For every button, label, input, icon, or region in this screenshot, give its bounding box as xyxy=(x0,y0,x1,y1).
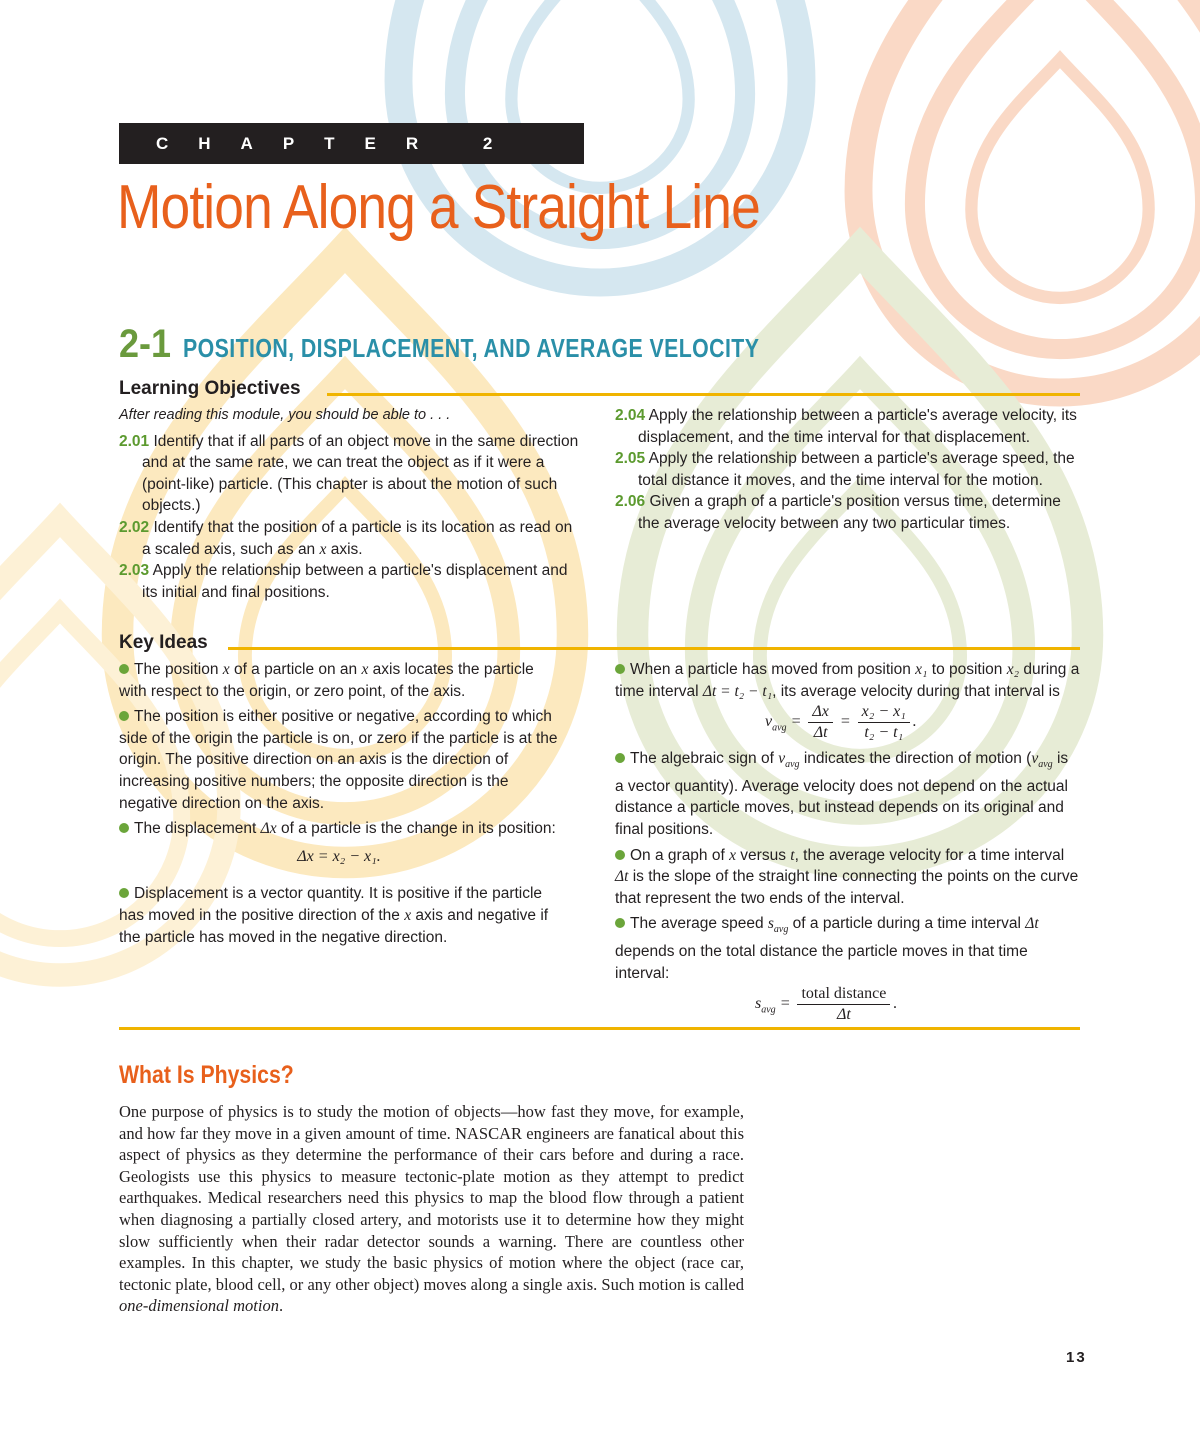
what-is-physics-body xyxy=(119,1101,744,1317)
variable-x: x xyxy=(222,661,230,678)
key-idea-text: The displacement xyxy=(134,820,261,838)
key-ideas-heading: Key Ideas xyxy=(119,632,208,653)
objectives-intro: After reading this module, you should be able to . . . xyxy=(119,407,451,423)
key-idea-text: axis and negative if the particle has moved in the negative direction. xyxy=(119,906,549,946)
objective-text: Apply the relationship between a particle's average speed, the total distance it moves, and the time interval for the motion. xyxy=(638,450,1075,489)
key-idea-text: to position xyxy=(927,661,1007,678)
body-text: . xyxy=(278,1296,284,1316)
variable-v: v xyxy=(778,750,786,768)
key-ideas-right-column xyxy=(615,659,1080,1024)
key-idea-item xyxy=(615,748,1080,840)
key-idea-text: The position xyxy=(134,661,223,678)
key-idea-text: When a particle has moved from position xyxy=(630,661,916,678)
objective-item xyxy=(119,560,584,603)
section-number: 2-1 xyxy=(119,322,172,366)
bullet-icon xyxy=(119,888,129,898)
key-idea-text: axis locates the particle with respect to the origin, or zero point, of the axis. xyxy=(119,661,534,700)
average-velocity-equation xyxy=(615,702,1080,746)
key-idea-text: The average speed xyxy=(630,915,768,933)
variable-t: t xyxy=(790,846,795,864)
key-idea-item xyxy=(119,706,559,814)
bullet-icon xyxy=(119,711,129,721)
key-idea-item xyxy=(615,845,1080,910)
key-ideas-bottom-rule xyxy=(119,1027,1080,1030)
objective-item xyxy=(615,448,1080,491)
subscript: avg xyxy=(773,924,789,936)
bullet-icon xyxy=(615,850,625,860)
objective-number: 2.04 xyxy=(615,407,646,424)
chapter-label: CHAPTER 2 xyxy=(156,134,523,153)
bullet-icon xyxy=(615,918,625,928)
body-text: One purpose of physics is to study the motion of objects—how fast they move, for example, and how far they move in a given amount of time. NASCAR engineers are fanatical about this aspect of physics as they determine the performance of their cars before and during a race. Geologists use this physics to measure tectonic-plate motion as they attempt to predict earthquakes. Medical researchers need this physics to map the blood flow through a patient when diagnosing a partially closed artery, and motorists use it to determine how they might slow sufficiently when their radar detector sounds a warning. There are countless other examples. In this chapter, we study the basic physics of motion where the object (race car, tectonic plate, blood cell, or any other object) moves along a single axis. Such motion is called xyxy=(119,1102,744,1294)
page-number: 13 xyxy=(1066,1349,1087,1366)
key-idea-text: is the slope of the straight line connecting the points on the curve that represent the two ends of the interval. xyxy=(615,868,1079,907)
bullet-icon xyxy=(119,664,129,674)
key-idea-text: depends on the total distance the particle moves in that time interval: xyxy=(615,943,1028,982)
bullet-icon xyxy=(119,823,129,833)
variable-delta-t: Δt xyxy=(615,868,629,886)
key-idea-text: is a vector quantity). Average velocity does not depend on the actual distance a particle moves, but instead depends on its original and final positions. xyxy=(615,750,1069,839)
learning-objectives-left-column xyxy=(119,405,584,603)
key-idea-item xyxy=(119,659,559,702)
displacement-equation: Δx = x₂ − x₁. xyxy=(297,847,381,865)
fraction-numerator: x₂ − x₁ xyxy=(858,702,910,723)
learning-objectives-right-column xyxy=(615,405,1080,535)
key-idea-text: of a particle on an xyxy=(229,661,362,678)
variable-x2: x₂ xyxy=(1006,661,1020,678)
variable-x: x xyxy=(319,540,327,558)
learning-objectives-rule xyxy=(327,393,1080,396)
key-idea-item xyxy=(119,883,559,948)
variable-delta-t: Δt = t₂ − t₁ xyxy=(702,682,773,700)
objective-text: Apply the relationship between a particle's displacement and its initial and final positions. xyxy=(142,562,568,601)
key-idea-text: versus xyxy=(735,846,791,864)
objective-text: Apply the relationship between a particle's average velocity, its displacement, and the time interval for that displacement. xyxy=(638,407,1077,446)
eq-period: . xyxy=(912,713,917,731)
objective-number: 2.01 xyxy=(119,432,150,450)
key-ideas-left-column xyxy=(119,659,559,952)
objective-number: 2.02 xyxy=(119,518,150,536)
eq-s: s xyxy=(755,995,762,1013)
chapter-title: Motion Along a Straight Line xyxy=(117,173,760,242)
eq-equals: = xyxy=(839,713,851,731)
objective-item xyxy=(119,431,584,517)
variable-x: x xyxy=(361,661,369,678)
key-ideas-rule xyxy=(228,647,1080,650)
fraction xyxy=(808,702,833,743)
eq-period: . xyxy=(893,995,898,1013)
key-idea-item xyxy=(615,913,1080,984)
objective-text: axis. xyxy=(326,540,363,558)
emphasized-term: one-dimensional motion xyxy=(119,1296,279,1316)
bullet-icon xyxy=(615,753,625,763)
key-idea-text: On a graph of xyxy=(630,846,730,864)
variable-v: v xyxy=(1031,750,1039,768)
fraction xyxy=(797,984,890,1025)
eq-v: v xyxy=(765,713,773,731)
key-idea-item xyxy=(119,818,559,840)
variable-delta-x: Δx xyxy=(260,820,277,838)
fraction xyxy=(858,702,910,743)
key-idea-text: of a particle is the change in its position: xyxy=(276,820,556,838)
variable-delta-t: Δt xyxy=(1025,915,1039,933)
variable-s: s xyxy=(767,915,774,933)
key-idea-text: indicates the direction of motion ( xyxy=(799,750,1032,768)
key-idea-text: of a particle during a time interval xyxy=(788,915,1026,933)
fraction-numerator: Δx xyxy=(808,702,833,723)
objective-item xyxy=(615,491,1080,534)
key-idea-text: The position is either positive or negative, according to which side of the origin the particle is on, or zero if the particle is at the origin. The positive direction on an axis is the direction of increasing positive numbers; the opposite direction is the negative direction on the axis. xyxy=(119,708,558,812)
chapter-banner xyxy=(119,123,584,164)
eq-subscript: avg xyxy=(772,722,787,734)
fraction-denominator: Δt xyxy=(836,1006,851,1024)
fraction-denominator: Δt xyxy=(813,724,828,742)
fraction-numerator: total distance xyxy=(797,984,890,1005)
objective-text: Identify that if all parts of an object move in the same direction and at the same rate, we can treat the object as if it were a (point-like) particle. (This chapter is about the motion of such objects.) xyxy=(142,432,579,515)
learning-objectives-heading: Learning Objectives xyxy=(119,378,301,399)
objective-item xyxy=(119,517,584,560)
what-is-physics-heading: What Is Physics? xyxy=(119,1061,294,1089)
objective-text: Given a graph of a particle's position versus time, determine the average velocity between any two particular times. xyxy=(638,493,1061,532)
objective-item xyxy=(615,405,1080,448)
section-title: POSITION, DISPLACEMENT, AND AVERAGE VELOCITY xyxy=(182,333,760,363)
key-idea-item xyxy=(615,659,1080,702)
fraction-denominator: t₂ − t₁ xyxy=(864,724,904,742)
key-idea-text: , its average velocity during that interval is xyxy=(772,682,1060,700)
objective-number: 2.05 xyxy=(615,450,646,468)
key-idea-text: during a time interval xyxy=(615,661,1080,700)
objective-text: Identify that the position of a particle is its location as read on a scaled axis, such as an xyxy=(142,518,573,558)
section-heading xyxy=(119,322,886,367)
subscript: avg xyxy=(1038,759,1053,771)
subscript: avg xyxy=(785,759,800,771)
bullet-icon xyxy=(615,664,625,674)
key-idea-text: Displacement is a vector quantity. It is positive if the particle has moved in the positive direction of the xyxy=(119,885,543,924)
eq-equals: = xyxy=(779,995,791,1013)
objective-number: 2.03 xyxy=(119,562,150,580)
objective-number: 2.06 xyxy=(615,493,646,511)
key-idea-text: , the average velocity for a time interval xyxy=(794,846,1065,864)
variable-x: x xyxy=(404,906,412,924)
key-idea-text: The algebraic sign of xyxy=(630,750,779,768)
eq-equals: = xyxy=(790,713,802,731)
variable-x1: x₁ xyxy=(915,661,928,678)
average-speed-equation xyxy=(615,984,1080,1024)
eq-subscript: avg xyxy=(761,1004,776,1016)
variable-x: x xyxy=(729,846,736,864)
